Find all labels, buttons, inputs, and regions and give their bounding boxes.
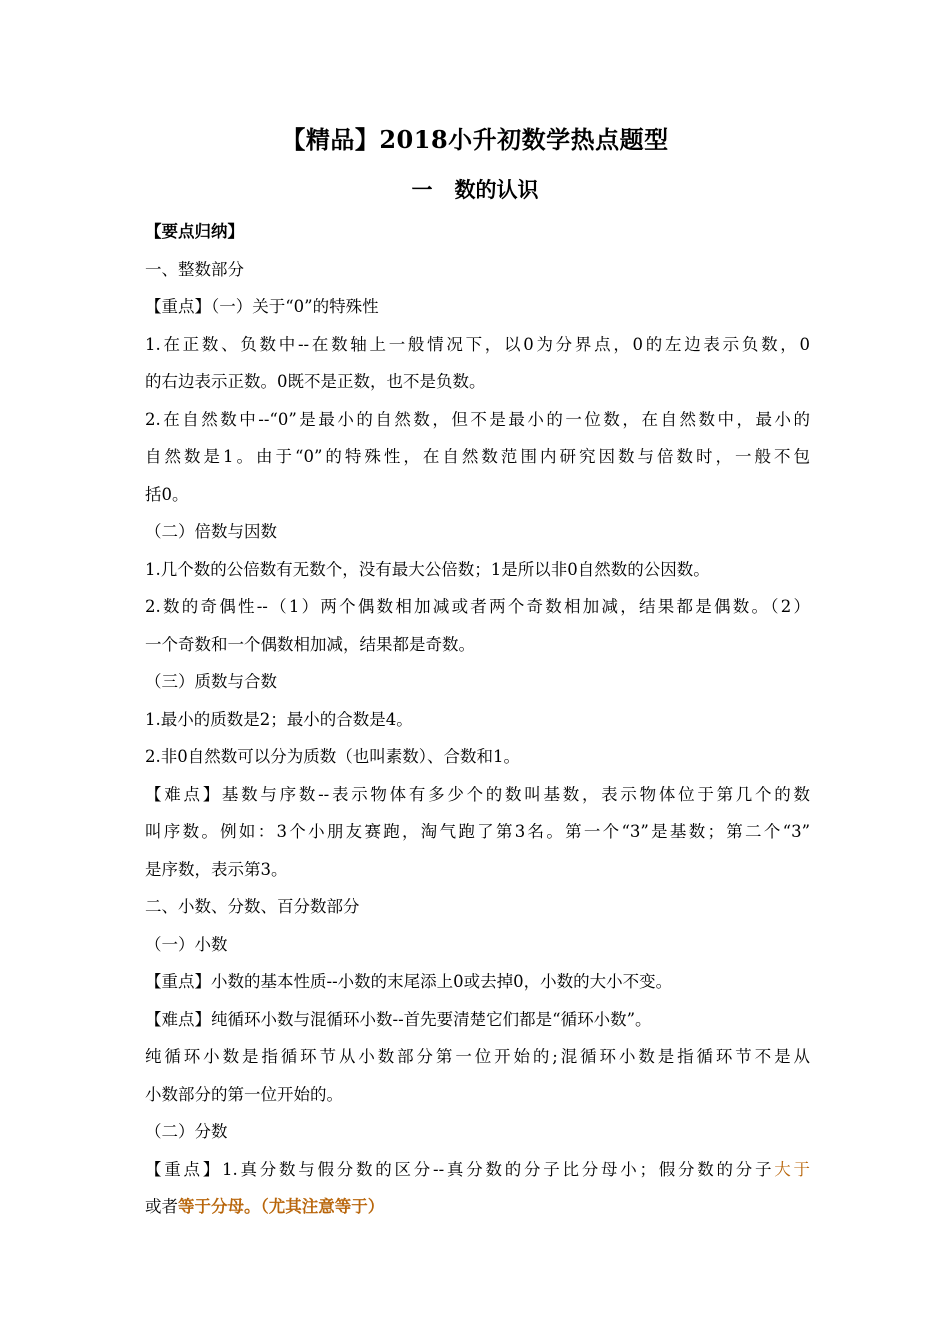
chapter-heading — [0, 174, 950, 206]
text-line — [145, 1151, 810, 1189]
subsection-heading: （三）质数与合数 — [145, 672, 277, 691]
subsection-heading: （二）分数 — [145, 1122, 228, 1141]
text-line: 1.几个数的公倍数有无数个，没有最大公倍数；1是所以非0自然数的公因数。 — [145, 559, 710, 579]
text-line: 括0。 — [145, 484, 189, 504]
highlighted-text: 等于分母。（尤其注意等于） — [178, 1197, 385, 1216]
text-line: 一个奇数和一个偶数相加减，结果都是奇数。 — [145, 634, 475, 654]
text-line: 叫序数。例如：3个小朋友赛跑，淘气跑了第3名。第一个“3”是基数；第二个“3” — [145, 822, 810, 841]
section-heading-key-points: 【要点归纳】 — [145, 222, 244, 241]
text-line: 【重点】（一）关于“0”的特殊性 — [145, 297, 379, 316]
highlighted-text: 大于 — [774, 1159, 810, 1179]
subsection-heading: （二）倍数与因数 — [145, 522, 277, 541]
text-line: 的右边表示正数。0既不是正数，也不是负数。 — [145, 372, 486, 391]
text-line: 1.在正数、负数中--在数轴上一般情况下，以0为分界点，0的左边表示负数，0 — [145, 334, 810, 354]
text-line: 自然数是1。由于“0”的特殊性，在自然数范围内研究因数与倍数时，一般不包 — [145, 447, 810, 466]
text-line: 2.数的奇偶性--（1）两个偶数相加减或者两个奇数相加减，结果都是偶数。（2） — [145, 597, 810, 616]
text-line: 2.在自然数中--“0”是最小的自然数，但不是最小的一位数，在自然数中，最小的 — [145, 409, 810, 429]
text-line: 1.最小的质数是2；最小的合数是4。 — [145, 709, 413, 729]
text-line: 小数部分的第一位开始的。 — [145, 1084, 343, 1104]
text-segment: 或者 — [145, 1197, 178, 1216]
text-line — [145, 1188, 810, 1226]
text-line: 【难点】基数与序数--表示物体有多少个的数叫基数，表示物体位于第几个的数 — [145, 784, 810, 804]
text-line: 是序数，表示第3。 — [145, 859, 288, 879]
document-title: 【精品】2018小升初数学热点题型 — [281, 125, 669, 154]
section-heading-decimals: 二、小数、分数、百分数部分 — [145, 897, 360, 916]
text-line: 【重点】小数的基本性质--小数的末尾添上0或去掉0，小数的大小不变。 — [145, 972, 673, 991]
chapter-title: 数的认识 — [454, 177, 539, 202]
subsection-heading: （一）小数 — [145, 934, 228, 954]
section-heading-integers: 一、整数部分 — [145, 259, 244, 279]
text-line: 【难点】纯循环小数与混循环小数--首先要清楚它们都是“循环小数”。 — [145, 1009, 652, 1029]
text-segment: 【重点】1.真分数与假分数的区分--真分数的分子比分母小；假分数的分子 — [145, 1159, 775, 1179]
chapter-number: 一 — [411, 177, 433, 202]
text-line: 2.非0自然数可以分为质数（也叫素数）、合数和1。 — [145, 747, 520, 766]
document-body — [145, 213, 810, 1226]
text-line: 纯循环小数是指循环节从小数部分第一位开始的;混循环小数是指循环节不是从 — [145, 1047, 810, 1066]
